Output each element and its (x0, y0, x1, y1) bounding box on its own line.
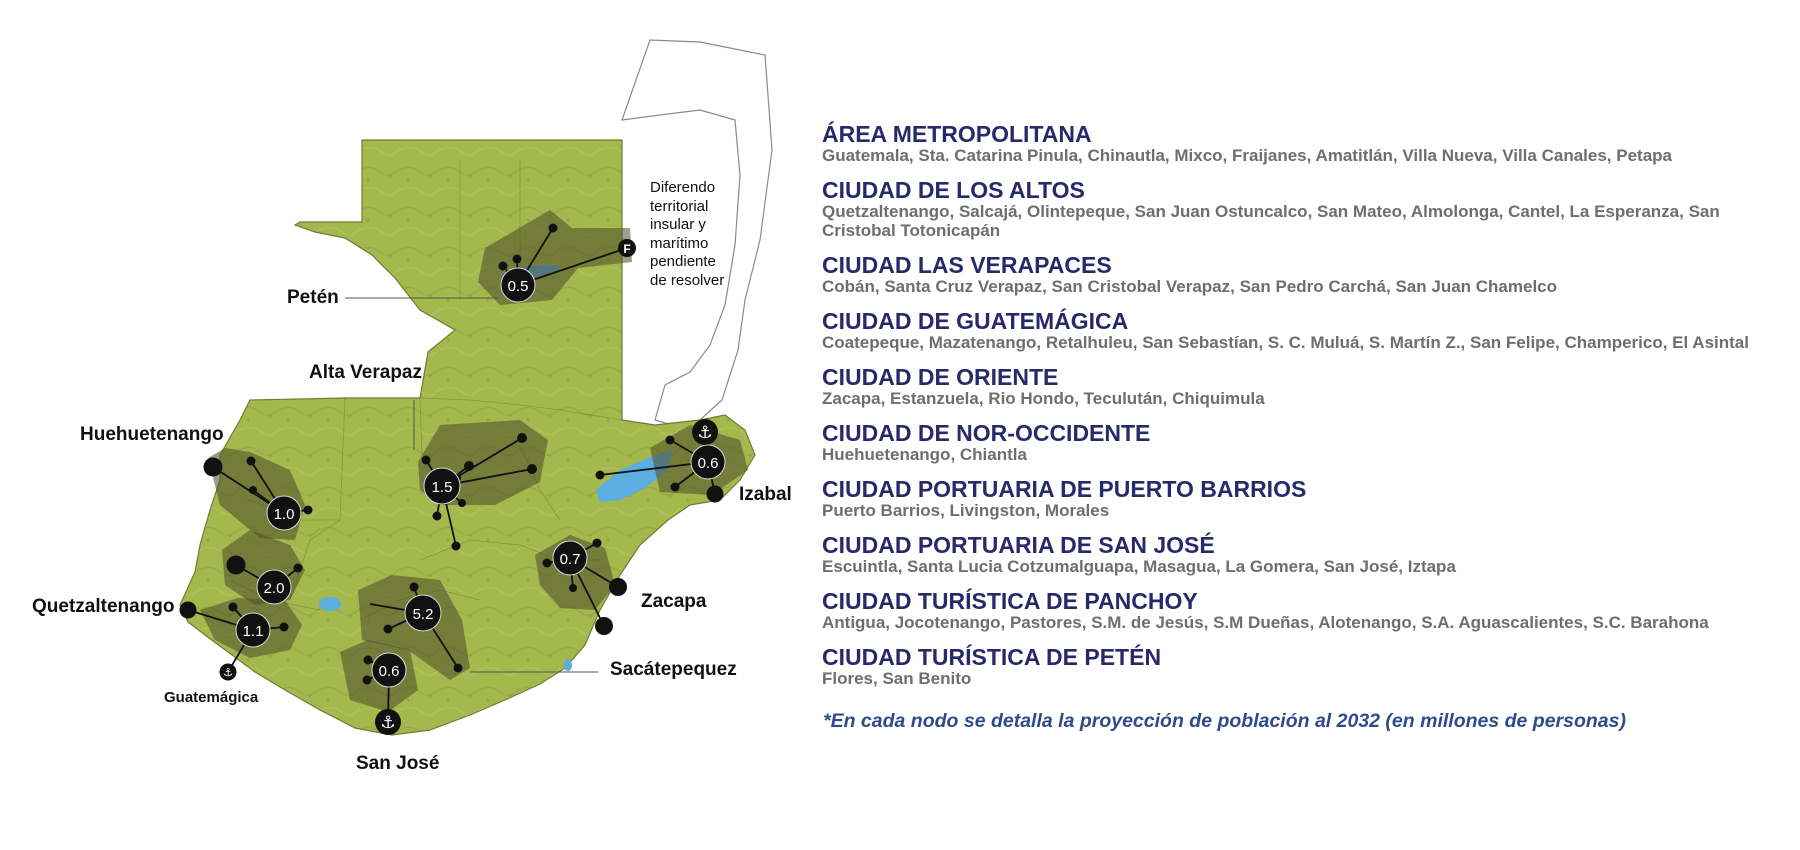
svg-text:F: F (623, 242, 631, 256)
legend-item (822, 365, 1792, 408)
legend-description: Puerto Barrios, Livingston, Morales (822, 501, 1110, 520)
node-value: 5.2 (412, 606, 434, 623)
label-sacatepequez: Sacátepequez (610, 659, 737, 680)
dispute-note-line: marítimo (650, 234, 709, 252)
label-huehuetenango: Huehuetenango (80, 424, 224, 445)
dispute-note-line: Diferendo (650, 179, 716, 196)
svg-text:⚓: ⚓ (697, 423, 713, 443)
legend-description: Flores, San Benito (822, 669, 972, 688)
label-quetzaltenango: Quetzaltenango (32, 596, 175, 617)
anchor-icon (375, 709, 401, 735)
legend-description: Antigua, Jocotenango, Pastores, S.M. de Jesús, S.M Dueñas, Alotenango, S.A. Aguascalientes, S.C. Barahona (822, 613, 1709, 632)
legend-title: CIUDAD DE NOR-OCCIDENTE (822, 420, 1151, 446)
legend-title: CIUDAD DE ORIENTE (822, 364, 1059, 390)
label-guatemagica: Guatemágica (164, 689, 259, 706)
legend-description: Escuintla, Santa Lucia Cotzumalguapa, Masagua, La Gomera, San José, Iztapa (822, 557, 1456, 576)
population-node-quetzaltenango (236, 613, 270, 647)
legend-title: CIUDAD PORTUARIA DE SAN JOSÉ (822, 532, 1215, 558)
legend-description: Quetzaltenango, Salcajá, Olintepeque, San Juan Ostuncalco, San Mateo, Almolonga, Cantel, La Esperanza, San Cristobal Totonicapán (822, 202, 1720, 240)
legend-description: Cobán, Santa Cruz Verapaz, San Cristobal Verapaz, San Pedro Carchá, San Juan Chamelco (822, 277, 1558, 296)
node-value: 0.7 (559, 551, 581, 568)
f-badge (618, 239, 636, 257)
node-value: 0.6 (378, 663, 400, 680)
label-alta-verapaz: Alta Verapaz (309, 362, 422, 383)
dispute-note-line: pendiente (650, 253, 716, 270)
population-node-quetzaltenango-north (257, 570, 291, 604)
population-node-metropolitana (405, 595, 441, 631)
label-peten: Petén (287, 287, 339, 308)
legend-title: CIUDAD PORTUARIA DE PUERTO BARRIOS (822, 476, 1307, 502)
legend-item (822, 645, 1792, 688)
population-node-zacapa (553, 541, 587, 575)
population-node-izabal (691, 445, 725, 479)
population-node-peten (501, 268, 535, 302)
legend-item (822, 533, 1792, 576)
node-value: 0.6 (697, 455, 719, 472)
legend-item (822, 309, 1792, 352)
legend-description: Huehuetenango, Chiantla (822, 445, 1027, 464)
dispute-note-line: territorial (650, 197, 709, 215)
label-san-jose: San José (356, 753, 440, 774)
territorial-dispute-note (650, 179, 724, 290)
legend-item (822, 253, 1792, 296)
legend-item (822, 178, 1792, 240)
population-note: *En cada nodo se detalla la proyección de población al 2032 (en millones de personas) (823, 710, 1626, 732)
label-izabal: Izabal (739, 484, 792, 505)
legend-title: CIUDAD TURÍSTICA DE PANCHOY (822, 588, 1198, 614)
svg-text:⚓: ⚓ (380, 713, 396, 733)
legend-title: CIUDAD LAS VERAPACES (822, 252, 1112, 278)
legend-item (822, 477, 1792, 520)
node-value: 2.0 (263, 580, 285, 597)
legend-description: Coatepeque, Mazatenango, Retalhuleu, San Sebastían, S. C. Muluá, S. Martín Z., San Felipe, Champerico, El Asintal (822, 333, 1749, 352)
legend-item (822, 122, 1792, 165)
legend-title: CIUDAD DE GUATEMÁGICA (822, 308, 1129, 334)
dispute-note-line: de resolver (650, 271, 725, 289)
svg-text:⚓: ⚓ (223, 666, 233, 679)
city-legend (822, 122, 1792, 701)
node-value: 1.0 (273, 506, 295, 523)
anchor-icon (220, 664, 237, 681)
legend-title: ÁREA METROPOLITANA (822, 121, 1092, 147)
legend-item (822, 589, 1792, 632)
population-node-huehuetenango (267, 496, 301, 530)
population-node-san-jose (372, 653, 406, 687)
legend-description: Zacapa, Estanzuela, Rio Hondo, Teculután, Chiquimula (822, 389, 1265, 408)
legend-item (822, 421, 1792, 464)
label-zacapa: Zacapa (641, 591, 707, 612)
population-node-alta-verapaz (424, 468, 460, 504)
legend-title: CIUDAD TURÍSTICA DE PETÉN (822, 644, 1162, 670)
legend-description: Guatemala, Sta. Catarina Pinula, Chinautla, Mixco, Fraijanes, Amatitlán, Villa Nueva, Villa Canales, Petapa (822, 146, 1672, 165)
node-value: 1.5 (431, 479, 453, 496)
legend-title: CIUDAD DE LOS ALTOS (822, 177, 1085, 203)
anchor-icon (692, 419, 718, 445)
dispute-note-line: insular y (650, 216, 706, 233)
node-value: 1.1 (242, 623, 264, 640)
node-value: 0.5 (507, 278, 529, 295)
